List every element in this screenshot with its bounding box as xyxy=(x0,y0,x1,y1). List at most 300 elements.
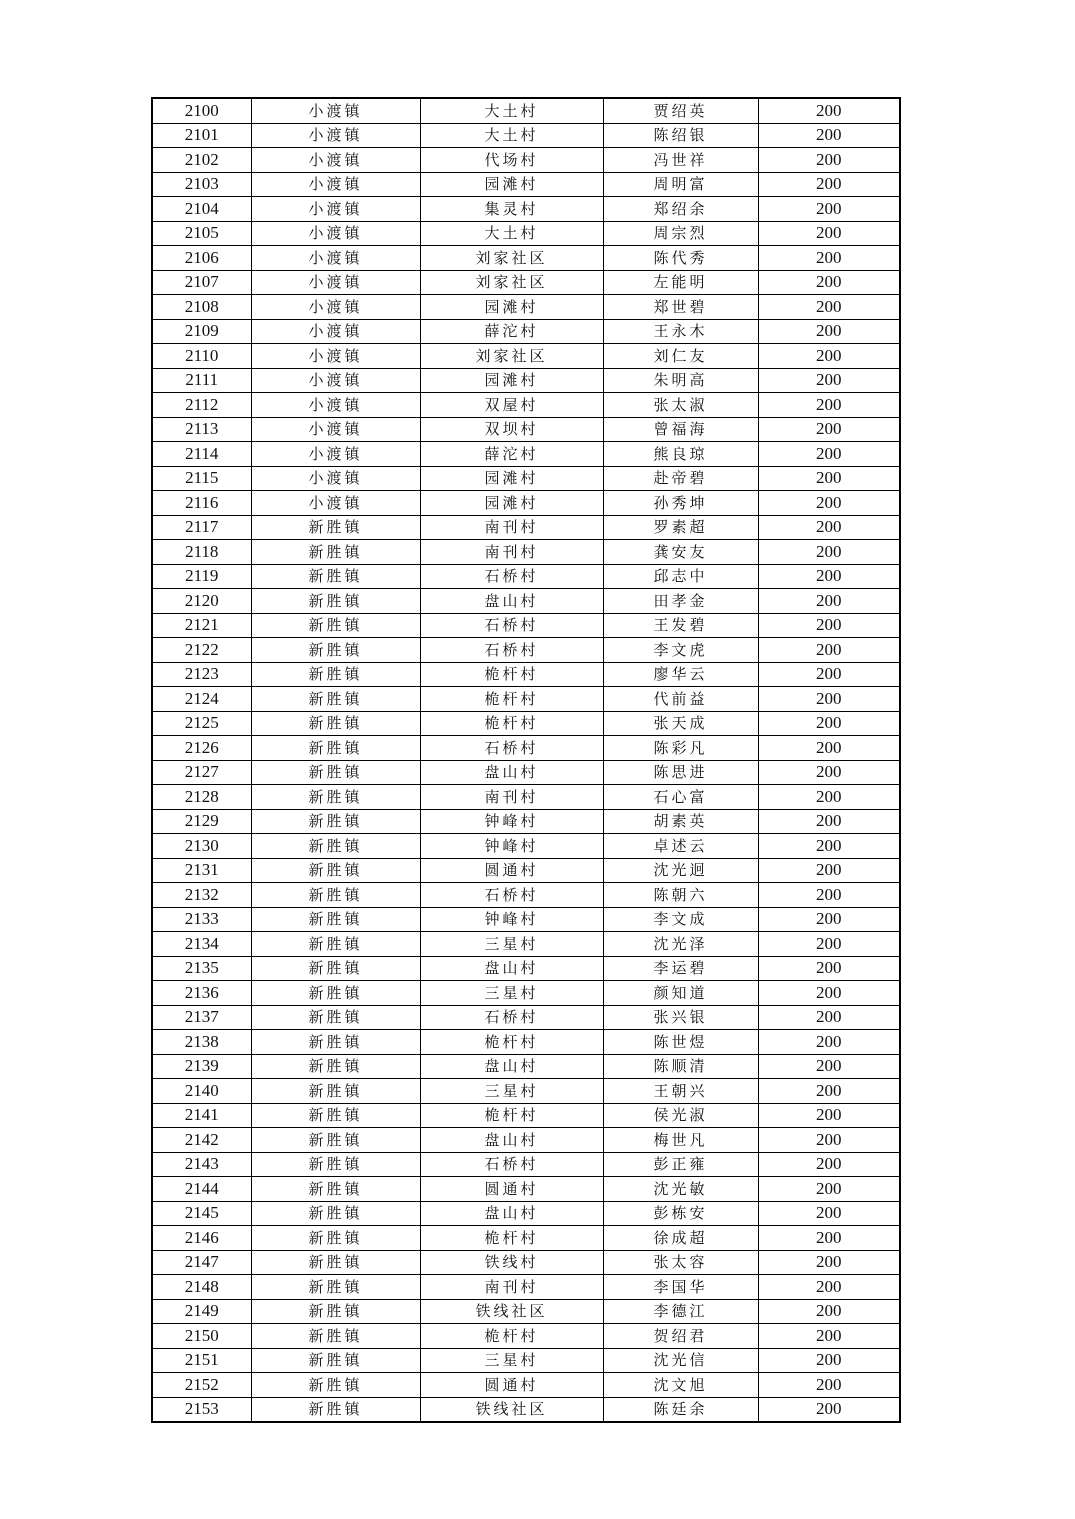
person-name-cell: 龚安友 xyxy=(603,540,758,565)
person-name-cell: 贾绍英 xyxy=(603,98,758,123)
serial-number-cell: 2101 xyxy=(152,123,251,148)
table-row xyxy=(152,589,900,614)
person-name-cell: 石心富 xyxy=(603,785,758,810)
village-cell: 石桥村 xyxy=(420,1152,603,1177)
table-row xyxy=(152,1201,900,1226)
table-row xyxy=(152,1177,900,1202)
table-row xyxy=(152,1397,900,1422)
amount-cell: 200 xyxy=(758,760,900,785)
person-name-cell: 陈顺清 xyxy=(603,1054,758,1079)
village-cell: 薛沱村 xyxy=(420,319,603,344)
amount-cell: 200 xyxy=(758,1201,900,1226)
amount-cell: 200 xyxy=(758,393,900,418)
table-row xyxy=(152,1226,900,1251)
table-row xyxy=(152,1152,900,1177)
amount-cell: 200 xyxy=(758,417,900,442)
amount-cell: 200 xyxy=(758,123,900,148)
table-row xyxy=(152,1079,900,1104)
person-name-cell: 沈光泽 xyxy=(603,932,758,957)
table-row xyxy=(152,515,900,540)
amount-cell: 200 xyxy=(758,1030,900,1055)
serial-number-cell: 2113 xyxy=(152,417,251,442)
amount-cell: 200 xyxy=(758,662,900,687)
town-cell: 小渡镇 xyxy=(251,270,420,295)
village-cell: 大土村 xyxy=(420,221,603,246)
person-name-cell: 邱志中 xyxy=(603,564,758,589)
village-cell: 园滩村 xyxy=(420,466,603,491)
village-cell: 圆通村 xyxy=(420,1177,603,1202)
table-row xyxy=(152,711,900,736)
village-cell: 盘山村 xyxy=(420,1201,603,1226)
town-cell: 新胜镇 xyxy=(251,540,420,565)
amount-cell: 200 xyxy=(758,981,900,1006)
town-cell: 新胜镇 xyxy=(251,1275,420,1300)
serial-number-cell: 2110 xyxy=(152,344,251,369)
person-name-cell: 张太容 xyxy=(603,1250,758,1275)
person-name-cell: 左能明 xyxy=(603,270,758,295)
village-cell: 桅杆村 xyxy=(420,711,603,736)
serial-number-cell: 2125 xyxy=(152,711,251,736)
serial-number-cell: 2142 xyxy=(152,1128,251,1153)
town-cell: 新胜镇 xyxy=(251,883,420,908)
town-cell: 小渡镇 xyxy=(251,172,420,197)
table-row xyxy=(152,736,900,761)
table-row xyxy=(152,956,900,981)
table-row xyxy=(152,613,900,638)
amount-cell: 200 xyxy=(758,197,900,222)
person-name-cell: 张天成 xyxy=(603,711,758,736)
person-name-cell: 张太淑 xyxy=(603,393,758,418)
serial-number-cell: 2126 xyxy=(152,736,251,761)
serial-number-cell: 2151 xyxy=(152,1348,251,1373)
village-cell: 刘家社区 xyxy=(420,246,603,271)
table-row xyxy=(152,393,900,418)
person-name-cell: 陈思进 xyxy=(603,760,758,785)
amount-cell: 200 xyxy=(758,883,900,908)
village-cell: 园滩村 xyxy=(420,368,603,393)
town-cell: 新胜镇 xyxy=(251,1005,420,1030)
town-cell: 小渡镇 xyxy=(251,123,420,148)
amount-cell: 200 xyxy=(758,172,900,197)
village-cell: 集灵村 xyxy=(420,197,603,222)
person-name-cell: 胡素英 xyxy=(603,809,758,834)
amount-cell: 200 xyxy=(758,1299,900,1324)
village-cell: 石桥村 xyxy=(420,1005,603,1030)
table-row xyxy=(152,1373,900,1398)
amount-cell: 200 xyxy=(758,834,900,859)
village-cell: 铁线社区 xyxy=(420,1397,603,1422)
village-cell: 桅杆村 xyxy=(420,1030,603,1055)
serial-number-cell: 2111 xyxy=(152,368,251,393)
person-name-cell: 田孝金 xyxy=(603,589,758,614)
amount-cell: 200 xyxy=(758,295,900,320)
town-cell: 新胜镇 xyxy=(251,1373,420,1398)
village-cell: 桅杆村 xyxy=(420,1103,603,1128)
town-cell: 小渡镇 xyxy=(251,148,420,173)
person-name-cell: 李德江 xyxy=(603,1299,758,1324)
person-name-cell: 王永木 xyxy=(603,319,758,344)
person-name-cell: 陈绍银 xyxy=(603,123,758,148)
serial-number-cell: 2127 xyxy=(152,760,251,785)
person-name-cell: 陈朝六 xyxy=(603,883,758,908)
amount-cell: 200 xyxy=(758,344,900,369)
amount-cell: 200 xyxy=(758,1373,900,1398)
serial-number-cell: 2135 xyxy=(152,956,251,981)
village-cell: 石桥村 xyxy=(420,638,603,663)
roster-table xyxy=(151,97,901,1423)
table-row xyxy=(152,98,900,123)
person-name-cell: 卓述云 xyxy=(603,834,758,859)
amount-cell: 200 xyxy=(758,785,900,810)
person-name-cell: 张兴银 xyxy=(603,1005,758,1030)
person-name-cell: 曾福海 xyxy=(603,417,758,442)
town-cell: 小渡镇 xyxy=(251,197,420,222)
table-row xyxy=(152,1275,900,1300)
town-cell: 新胜镇 xyxy=(251,1103,420,1128)
town-cell: 新胜镇 xyxy=(251,834,420,859)
village-cell: 刘家社区 xyxy=(420,270,603,295)
serial-number-cell: 2103 xyxy=(152,172,251,197)
village-cell: 双屋村 xyxy=(420,393,603,418)
serial-number-cell: 2132 xyxy=(152,883,251,908)
serial-number-cell: 2140 xyxy=(152,1079,251,1104)
serial-number-cell: 2118 xyxy=(152,540,251,565)
amount-cell: 200 xyxy=(758,466,900,491)
serial-number-cell: 2108 xyxy=(152,295,251,320)
table-row xyxy=(152,858,900,883)
town-cell: 新胜镇 xyxy=(251,1079,420,1104)
table-row xyxy=(152,270,900,295)
village-cell: 南刊村 xyxy=(420,785,603,810)
serial-number-cell: 2105 xyxy=(152,221,251,246)
town-cell: 新胜镇 xyxy=(251,981,420,1006)
table-row xyxy=(152,466,900,491)
table-row xyxy=(152,368,900,393)
serial-number-cell: 2121 xyxy=(152,613,251,638)
person-name-cell: 梅世凡 xyxy=(603,1128,758,1153)
serial-number-cell: 2138 xyxy=(152,1030,251,1055)
town-cell: 新胜镇 xyxy=(251,809,420,834)
amount-cell: 200 xyxy=(758,1250,900,1275)
amount-cell: 200 xyxy=(758,589,900,614)
amount-cell: 200 xyxy=(758,442,900,467)
table-row xyxy=(152,932,900,957)
table-row xyxy=(152,344,900,369)
serial-number-cell: 2153 xyxy=(152,1397,251,1422)
serial-number-cell: 2137 xyxy=(152,1005,251,1030)
village-cell: 三星村 xyxy=(420,1079,603,1104)
serial-number-cell: 2109 xyxy=(152,319,251,344)
serial-number-cell: 2117 xyxy=(152,515,251,540)
amount-cell: 200 xyxy=(758,1054,900,1079)
person-name-cell: 赴帝碧 xyxy=(603,466,758,491)
table-row xyxy=(152,564,900,589)
table-row xyxy=(152,638,900,663)
person-name-cell: 徐成超 xyxy=(603,1226,758,1251)
serial-number-cell: 2133 xyxy=(152,907,251,932)
amount-cell: 200 xyxy=(758,540,900,565)
serial-number-cell: 2106 xyxy=(152,246,251,271)
town-cell: 新胜镇 xyxy=(251,907,420,932)
person-name-cell: 周宗烈 xyxy=(603,221,758,246)
village-cell: 圆通村 xyxy=(420,858,603,883)
person-name-cell: 罗素超 xyxy=(603,515,758,540)
serial-number-cell: 2129 xyxy=(152,809,251,834)
person-name-cell: 郑绍余 xyxy=(603,197,758,222)
village-cell: 铁线村 xyxy=(420,1250,603,1275)
amount-cell: 200 xyxy=(758,809,900,834)
village-cell: 三星村 xyxy=(420,981,603,1006)
table-row xyxy=(152,1324,900,1349)
town-cell: 新胜镇 xyxy=(251,515,420,540)
town-cell: 新胜镇 xyxy=(251,1299,420,1324)
amount-cell: 200 xyxy=(758,1079,900,1104)
town-cell: 新胜镇 xyxy=(251,760,420,785)
person-name-cell: 王发碧 xyxy=(603,613,758,638)
amount-cell: 200 xyxy=(758,1177,900,1202)
town-cell: 新胜镇 xyxy=(251,1348,420,1373)
table-row xyxy=(152,1030,900,1055)
town-cell: 新胜镇 xyxy=(251,613,420,638)
serial-number-cell: 2146 xyxy=(152,1226,251,1251)
village-cell: 南刊村 xyxy=(420,1275,603,1300)
town-cell: 小渡镇 xyxy=(251,98,420,123)
amount-cell: 200 xyxy=(758,491,900,516)
town-cell: 小渡镇 xyxy=(251,221,420,246)
table-row xyxy=(152,1054,900,1079)
table-row xyxy=(152,1250,900,1275)
person-name-cell: 陈代秀 xyxy=(603,246,758,271)
person-name-cell: 刘仁友 xyxy=(603,344,758,369)
village-cell: 石桥村 xyxy=(420,883,603,908)
person-name-cell: 李国华 xyxy=(603,1275,758,1300)
person-name-cell: 李运碧 xyxy=(603,956,758,981)
village-cell: 大土村 xyxy=(420,98,603,123)
table-row xyxy=(152,540,900,565)
person-name-cell: 代前益 xyxy=(603,687,758,712)
amount-cell: 200 xyxy=(758,932,900,957)
amount-cell: 200 xyxy=(758,148,900,173)
amount-cell: 200 xyxy=(758,1226,900,1251)
person-name-cell: 冯世祥 xyxy=(603,148,758,173)
serial-number-cell: 2139 xyxy=(152,1054,251,1079)
person-name-cell: 侯光淑 xyxy=(603,1103,758,1128)
serial-number-cell: 2128 xyxy=(152,785,251,810)
table-row xyxy=(152,295,900,320)
serial-number-cell: 2150 xyxy=(152,1324,251,1349)
table-row xyxy=(152,148,900,173)
table-row xyxy=(152,417,900,442)
village-cell: 薛沱村 xyxy=(420,442,603,467)
town-cell: 新胜镇 xyxy=(251,785,420,810)
serial-number-cell: 2143 xyxy=(152,1152,251,1177)
serial-number-cell: 2131 xyxy=(152,858,251,883)
amount-cell: 200 xyxy=(758,858,900,883)
village-cell: 钟峰村 xyxy=(420,834,603,859)
person-name-cell: 周明富 xyxy=(603,172,758,197)
town-cell: 新胜镇 xyxy=(251,589,420,614)
town-cell: 新胜镇 xyxy=(251,1054,420,1079)
town-cell: 新胜镇 xyxy=(251,956,420,981)
table-row xyxy=(152,662,900,687)
person-name-cell: 沈光敏 xyxy=(603,1177,758,1202)
amount-cell: 200 xyxy=(758,270,900,295)
town-cell: 小渡镇 xyxy=(251,466,420,491)
town-cell: 小渡镇 xyxy=(251,295,420,320)
person-name-cell: 熊良琼 xyxy=(603,442,758,467)
village-cell: 刘家社区 xyxy=(420,344,603,369)
person-name-cell: 沈光迥 xyxy=(603,858,758,883)
village-cell: 铁线社区 xyxy=(420,1299,603,1324)
serial-number-cell: 2141 xyxy=(152,1103,251,1128)
person-name-cell: 沈光信 xyxy=(603,1348,758,1373)
amount-cell: 200 xyxy=(758,246,900,271)
town-cell: 新胜镇 xyxy=(251,564,420,589)
table-row xyxy=(152,834,900,859)
table-row xyxy=(152,221,900,246)
amount-cell: 200 xyxy=(758,564,900,589)
person-name-cell: 贺绍君 xyxy=(603,1324,758,1349)
amount-cell: 200 xyxy=(758,956,900,981)
amount-cell: 200 xyxy=(758,1348,900,1373)
village-cell: 盘山村 xyxy=(420,760,603,785)
town-cell: 新胜镇 xyxy=(251,932,420,957)
village-cell: 圆通村 xyxy=(420,1373,603,1398)
village-cell: 桅杆村 xyxy=(420,662,603,687)
town-cell: 新胜镇 xyxy=(251,687,420,712)
table-row xyxy=(152,1005,900,1030)
table-row xyxy=(152,442,900,467)
table-row xyxy=(152,1348,900,1373)
serial-number-cell: 2136 xyxy=(152,981,251,1006)
amount-cell: 200 xyxy=(758,711,900,736)
village-cell: 桅杆村 xyxy=(420,687,603,712)
village-cell: 大土村 xyxy=(420,123,603,148)
serial-number-cell: 2115 xyxy=(152,466,251,491)
village-cell: 三星村 xyxy=(420,1348,603,1373)
town-cell: 小渡镇 xyxy=(251,442,420,467)
serial-number-cell: 2130 xyxy=(152,834,251,859)
amount-cell: 200 xyxy=(758,1275,900,1300)
town-cell: 新胜镇 xyxy=(251,736,420,761)
table-row xyxy=(152,1128,900,1153)
table-row xyxy=(152,319,900,344)
serial-number-cell: 2107 xyxy=(152,270,251,295)
amount-cell: 200 xyxy=(758,98,900,123)
amount-cell: 200 xyxy=(758,319,900,344)
town-cell: 小渡镇 xyxy=(251,344,420,369)
village-cell: 园滩村 xyxy=(420,172,603,197)
village-cell: 钟峰村 xyxy=(420,907,603,932)
village-cell: 园滩村 xyxy=(420,295,603,320)
person-name-cell: 李文虎 xyxy=(603,638,758,663)
amount-cell: 200 xyxy=(758,1152,900,1177)
village-cell: 代场村 xyxy=(420,148,603,173)
village-cell: 石桥村 xyxy=(420,736,603,761)
person-name-cell: 颜知道 xyxy=(603,981,758,1006)
table-row xyxy=(152,883,900,908)
table-row xyxy=(152,1299,900,1324)
town-cell: 新胜镇 xyxy=(251,711,420,736)
serial-number-cell: 2144 xyxy=(152,1177,251,1202)
amount-cell: 200 xyxy=(758,515,900,540)
table-row xyxy=(152,491,900,516)
serial-number-cell: 2122 xyxy=(152,638,251,663)
village-cell: 南刊村 xyxy=(420,540,603,565)
town-cell: 小渡镇 xyxy=(251,368,420,393)
town-cell: 新胜镇 xyxy=(251,638,420,663)
person-name-cell: 李文成 xyxy=(603,907,758,932)
table-row xyxy=(152,172,900,197)
amount-cell: 200 xyxy=(758,736,900,761)
serial-number-cell: 2120 xyxy=(152,589,251,614)
person-name-cell: 陈彩凡 xyxy=(603,736,758,761)
serial-number-cell: 2114 xyxy=(152,442,251,467)
table-row xyxy=(152,1103,900,1128)
town-cell: 新胜镇 xyxy=(251,1030,420,1055)
person-name-cell: 陈廷余 xyxy=(603,1397,758,1422)
serial-number-cell: 2152 xyxy=(152,1373,251,1398)
village-cell: 石桥村 xyxy=(420,613,603,638)
town-cell: 新胜镇 xyxy=(251,1397,420,1422)
table-row xyxy=(152,907,900,932)
town-cell: 新胜镇 xyxy=(251,1201,420,1226)
serial-number-cell: 2149 xyxy=(152,1299,251,1324)
table-row xyxy=(152,246,900,271)
serial-number-cell: 2123 xyxy=(152,662,251,687)
village-cell: 盘山村 xyxy=(420,1054,603,1079)
person-name-cell: 郑世碧 xyxy=(603,295,758,320)
amount-cell: 200 xyxy=(758,368,900,393)
table-row xyxy=(152,981,900,1006)
amount-cell: 200 xyxy=(758,613,900,638)
person-name-cell: 孙秀坤 xyxy=(603,491,758,516)
table-row xyxy=(152,123,900,148)
amount-cell: 200 xyxy=(758,1103,900,1128)
person-name-cell: 彭正雍 xyxy=(603,1152,758,1177)
serial-number-cell: 2116 xyxy=(152,491,251,516)
village-cell: 南刊村 xyxy=(420,515,603,540)
town-cell: 小渡镇 xyxy=(251,319,420,344)
town-cell: 新胜镇 xyxy=(251,1226,420,1251)
serial-number-cell: 2145 xyxy=(152,1201,251,1226)
village-cell: 盘山村 xyxy=(420,589,603,614)
town-cell: 小渡镇 xyxy=(251,491,420,516)
serial-number-cell: 2112 xyxy=(152,393,251,418)
amount-cell: 200 xyxy=(758,1128,900,1153)
village-cell: 三星村 xyxy=(420,932,603,957)
village-cell: 双坝村 xyxy=(420,417,603,442)
person-name-cell: 沈文旭 xyxy=(603,1373,758,1398)
amount-cell: 200 xyxy=(758,1324,900,1349)
village-cell: 盘山村 xyxy=(420,956,603,981)
town-cell: 新胜镇 xyxy=(251,662,420,687)
amount-cell: 200 xyxy=(758,1397,900,1422)
amount-cell: 200 xyxy=(758,687,900,712)
village-cell: 钟峰村 xyxy=(420,809,603,834)
serial-number-cell: 2148 xyxy=(152,1275,251,1300)
person-name-cell: 王朝兴 xyxy=(603,1079,758,1104)
village-cell: 园滩村 xyxy=(420,491,603,516)
town-cell: 新胜镇 xyxy=(251,858,420,883)
table-row xyxy=(152,687,900,712)
roster-table-body xyxy=(152,98,900,1422)
town-cell: 新胜镇 xyxy=(251,1128,420,1153)
amount-cell: 200 xyxy=(758,221,900,246)
table-row xyxy=(152,809,900,834)
person-name-cell: 陈世煜 xyxy=(603,1030,758,1055)
amount-cell: 200 xyxy=(758,1005,900,1030)
